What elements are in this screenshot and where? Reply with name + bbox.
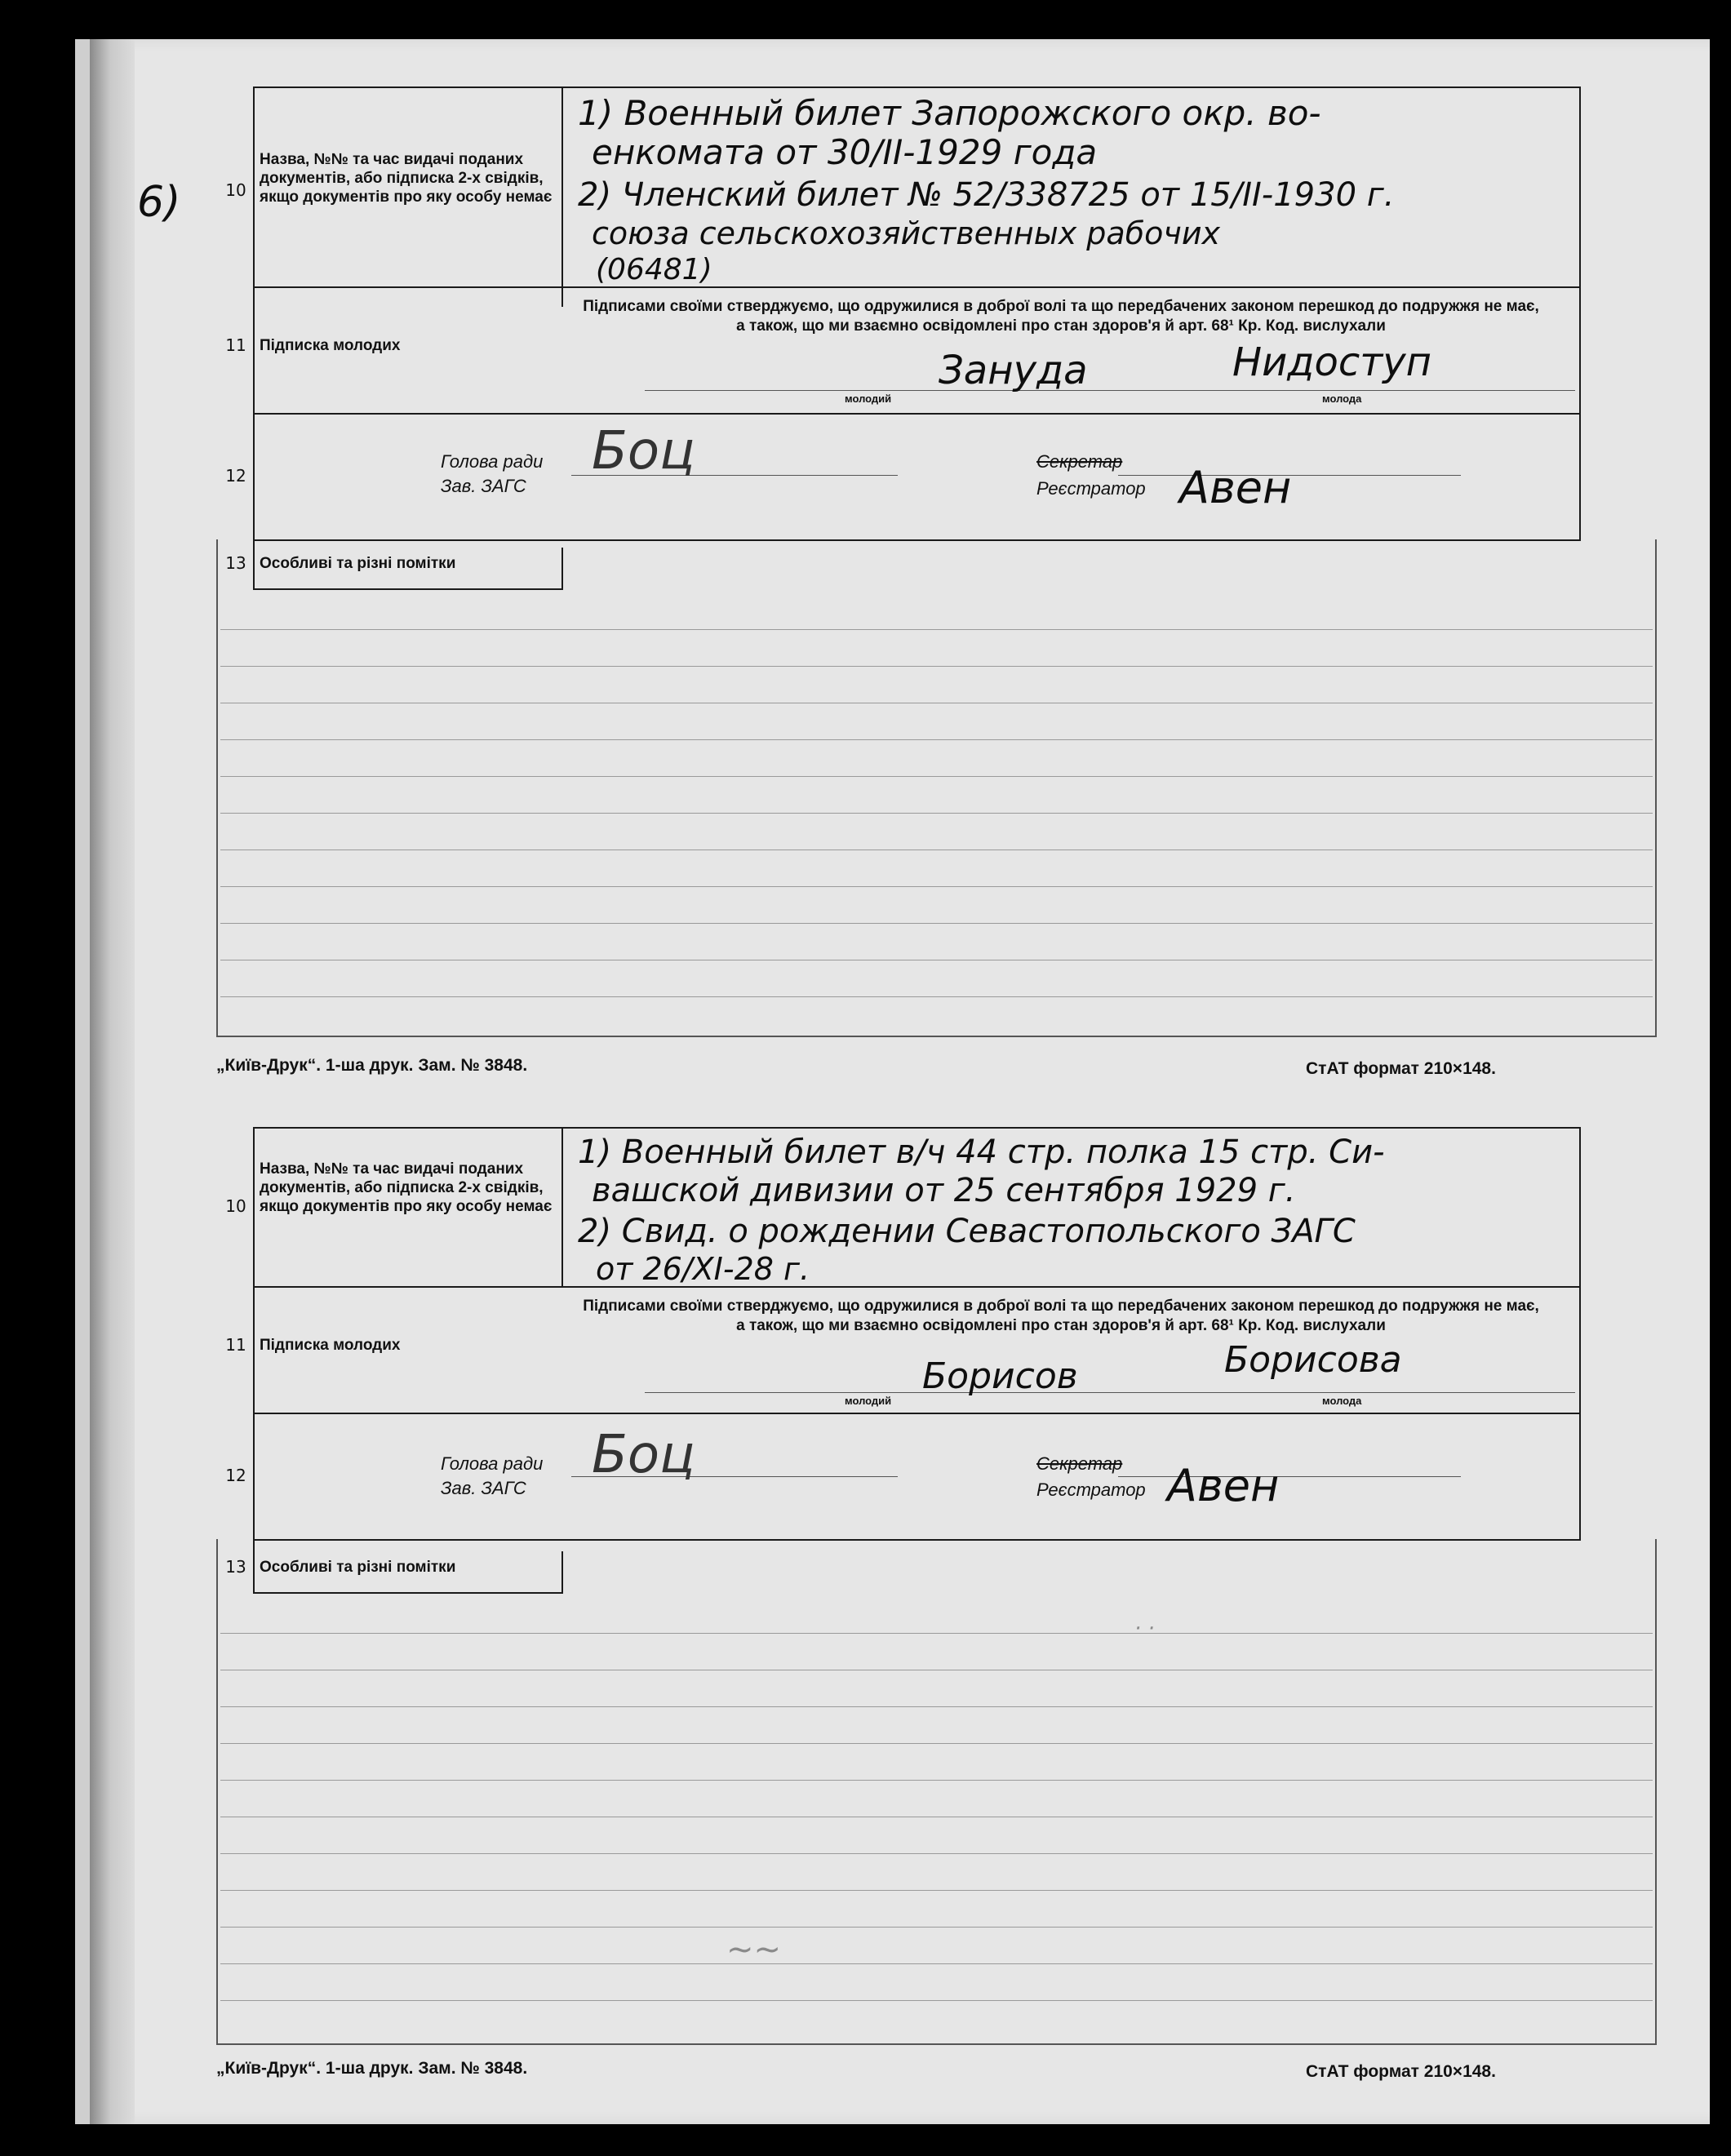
documents-handwriting-line-5: (06481) bbox=[596, 253, 712, 286]
documents-handwriting-line-1: 1) Военный билет в/ч 44 стр. полка 15 стр. Си- bbox=[578, 1133, 1385, 1171]
faint-pencil-mark: · · bbox=[1134, 1617, 1155, 1641]
registrar-title: Зав. ЗАГС bbox=[441, 476, 526, 496]
printer-footer: „Київ-Друк“. 1-ша друк. Зам. № 3848. bbox=[216, 2059, 528, 2078]
head-signature: Боц bbox=[592, 421, 695, 481]
signatures-label: Підписка молодих bbox=[260, 1337, 401, 1354]
oath-text: Підписами своїми стверджуємо, що одружилися в доброї волі та що передбачених законом перешкод до подружжя не має, а також, що ми взаємно освідомлені про стан здоров'я й арт. 68¹ Кр. Код. вислухали bbox=[583, 1298, 1539, 1334]
head-title: Голова ради bbox=[441, 1453, 544, 1474]
record-bottom bbox=[216, 1127, 1579, 2106]
oath-text: Підписами своїми стверджуємо, що одружилися в доброї волі та що передбачених законом перешкод до подружжя не має, а також, що ми взаємно освідомлені про стан здоров'я й арт. 68¹ Кр. Код. вислухали bbox=[583, 298, 1539, 335]
format-footer: СтАТ формат 210×148. bbox=[1306, 2062, 1496, 2081]
secretary-title: Секретар bbox=[1036, 1453, 1123, 1474]
faint-pencil-mark: ~~ bbox=[726, 1931, 782, 1968]
row-number-11: 11 bbox=[225, 335, 246, 355]
binding-edge bbox=[90, 39, 135, 2124]
documents-handwriting-line-3: 2) Членский билет № 52/338725 от 15/II-1930 г. bbox=[578, 176, 1395, 214]
registrar-title: Зав. ЗАГС bbox=[441, 1478, 526, 1498]
notes-label: Особливі та різні помітки bbox=[260, 555, 456, 572]
reg-title: Реєстратор bbox=[1036, 1479, 1146, 1500]
documents-handwriting-line-1: 1) Военный билет Запорожского окр. во- bbox=[578, 93, 1321, 133]
format-footer: СтАТ формат 210×148. bbox=[1306, 1059, 1496, 1078]
bride-signature: Борисова bbox=[1224, 1339, 1402, 1381]
secretary-title: Секретар bbox=[1036, 451, 1123, 472]
reg-title: Реєстратор bbox=[1036, 478, 1146, 499]
bride-caption: молода bbox=[1322, 393, 1362, 405]
bride-signature: Нидоступ bbox=[1232, 339, 1431, 385]
row-number-11: 11 bbox=[225, 1335, 246, 1355]
record-top bbox=[216, 87, 1579, 1078]
documents-handwriting-line-4: союза сельскохозяйственных рабочих bbox=[592, 215, 1221, 251]
documents-handwriting-line-3: 2) Свид. о рождении Севастопольского ЗАГС bbox=[578, 1213, 1356, 1250]
groom-caption: молодий bbox=[845, 393, 892, 405]
notes-label: Особливі та різні помітки bbox=[260, 1559, 456, 1576]
bride-caption: молода bbox=[1322, 1395, 1362, 1407]
row-number-13: 13 bbox=[225, 553, 246, 573]
row-number-12: 12 bbox=[225, 1466, 246, 1485]
registrar-signature: Авен bbox=[1167, 1460, 1280, 1511]
signatures-label: Підписка молодих bbox=[260, 337, 401, 354]
head-title: Голова ради bbox=[441, 451, 544, 472]
page-mark: 6) bbox=[137, 178, 181, 227]
registrar-signature: Авен bbox=[1179, 462, 1292, 513]
documents-handwriting-line-4: от 26/XI-28 г. bbox=[596, 1251, 810, 1287]
groom-signature: Борисов bbox=[922, 1355, 1078, 1397]
head-signature: Боц bbox=[592, 1425, 695, 1485]
row-number-10: 10 bbox=[225, 180, 246, 200]
printer-footer: „Київ-Друк“. 1-ша друк. Зам. № 3848. bbox=[216, 1056, 528, 1075]
row-number-13: 13 bbox=[225, 1557, 246, 1577]
documents-label: Назва, №№ та час видачі поданих документів, або підписка 2-х свідків, якщо документів про яку особу немає bbox=[260, 1160, 553, 1215]
row-number-12: 12 bbox=[225, 466, 246, 486]
documents-handwriting-line-2: енкомата от 30/II-1929 года bbox=[592, 132, 1098, 172]
documents-handwriting-line-2: вашской дивизии от 25 сентября 1929 г. bbox=[592, 1172, 1296, 1209]
groom-signature: Зануда bbox=[939, 348, 1088, 393]
groom-caption: молодий bbox=[845, 1395, 892, 1407]
documents-label: Назва, №№ та час видачі поданих документів, або підписка 2-х свідків, якщо документів про яку особу немає bbox=[260, 151, 553, 206]
register-page bbox=[75, 39, 1710, 2124]
row-number-10: 10 bbox=[225, 1196, 246, 1216]
